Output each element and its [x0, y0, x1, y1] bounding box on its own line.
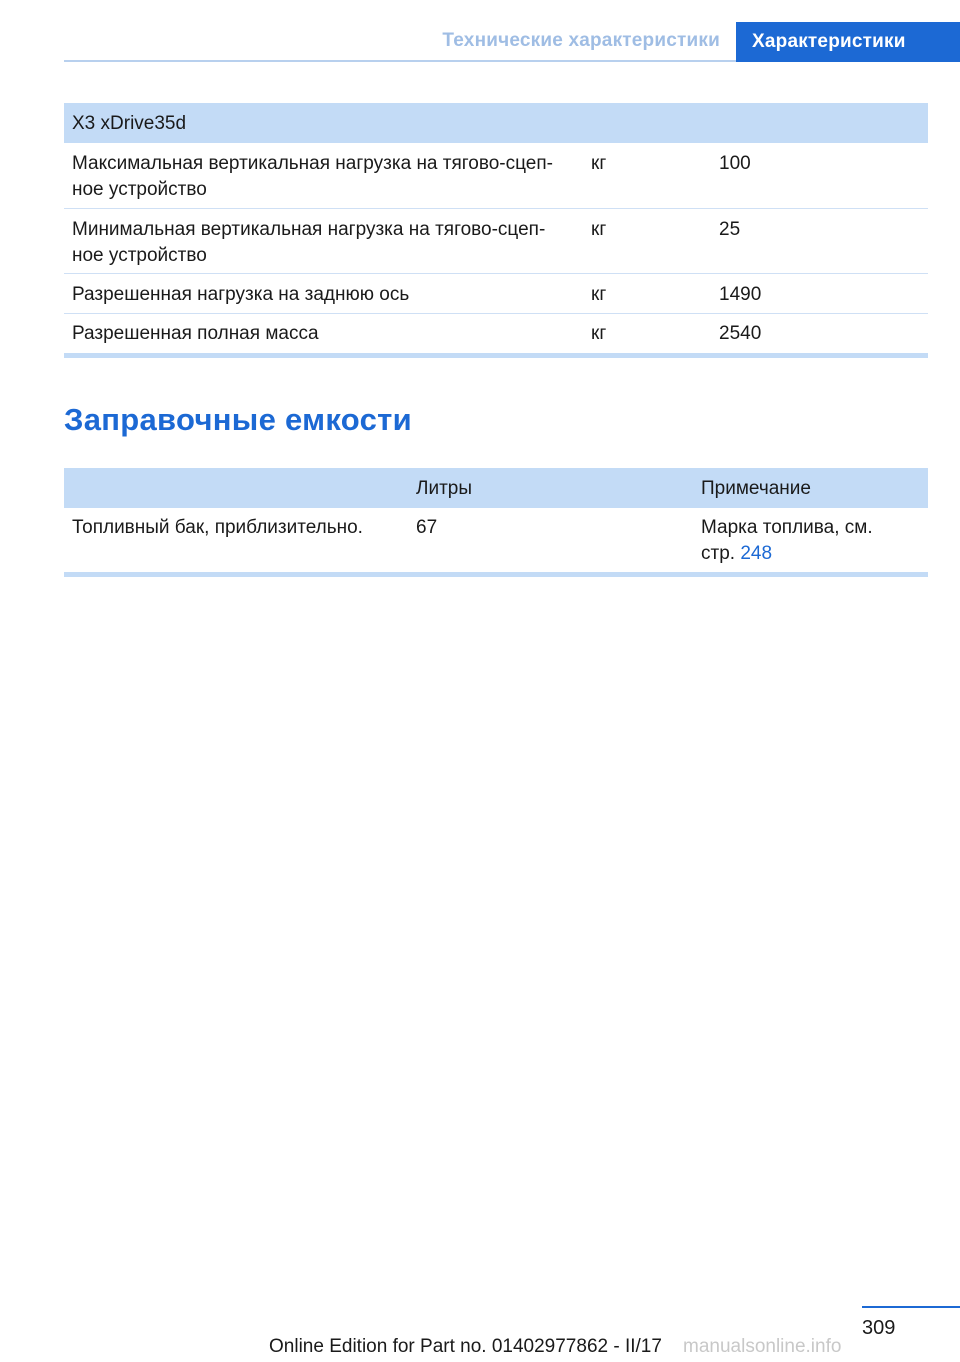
table-row [64, 274, 928, 314]
row-note: Марка топлива, см. стр. 248 [701, 517, 873, 564]
footer-rule [862, 1306, 960, 1308]
table-header-row [64, 468, 928, 508]
row-label: Разрешенная полная масса [72, 323, 319, 344]
table-header-row [64, 103, 928, 143]
column-header-note: Примечание [701, 478, 811, 499]
row-label: Разрешенная нагрузка на заднюю ось [72, 284, 410, 305]
row-value: 25 [719, 219, 741, 240]
row-label: Топливный бак, приблизительно. [72, 517, 363, 538]
page-number: 309 [862, 1317, 896, 1339]
row-value: 1490 [719, 284, 762, 305]
row-label: Максимальная вертикальная нагрузка на тягово-сцеп- ное устройство [72, 153, 553, 200]
row-liters: 67 [416, 517, 438, 538]
header-chapter-tab: Характеристики [736, 22, 960, 62]
capacities-table [64, 468, 928, 577]
row-unit: кг [591, 284, 607, 305]
watermark: manualsonline.info [683, 1336, 842, 1357]
table-bottom-rule [64, 353, 928, 358]
table-row [64, 314, 928, 353]
page-reference-link[interactable]: 248 [740, 543, 773, 564]
row-unit: кг [591, 153, 607, 174]
row-value: 100 [719, 153, 751, 174]
table-row [64, 209, 928, 274]
table-row [64, 143, 928, 209]
header-divider [64, 60, 736, 62]
section-title: Заправочные емкости [64, 402, 413, 437]
row-value: 2540 [719, 323, 762, 344]
row-unit: кг [591, 323, 607, 344]
row-unit: кг [591, 219, 607, 240]
page-header [0, 22, 960, 62]
model-name: X3 xDrive35d [72, 113, 187, 134]
column-header-liters: Литры [416, 478, 473, 499]
table-bottom-rule [64, 572, 928, 577]
row-label: Минимальная вертикальная нагрузка на тягово-сцеп- ное устройство [72, 219, 546, 266]
weights-table [64, 103, 928, 358]
table-row [64, 508, 928, 572]
header-section-title: Технические характеристики [442, 30, 720, 51]
edition-text: Online Edition for Part no. 01402977862 - II/17 [269, 1336, 662, 1357]
